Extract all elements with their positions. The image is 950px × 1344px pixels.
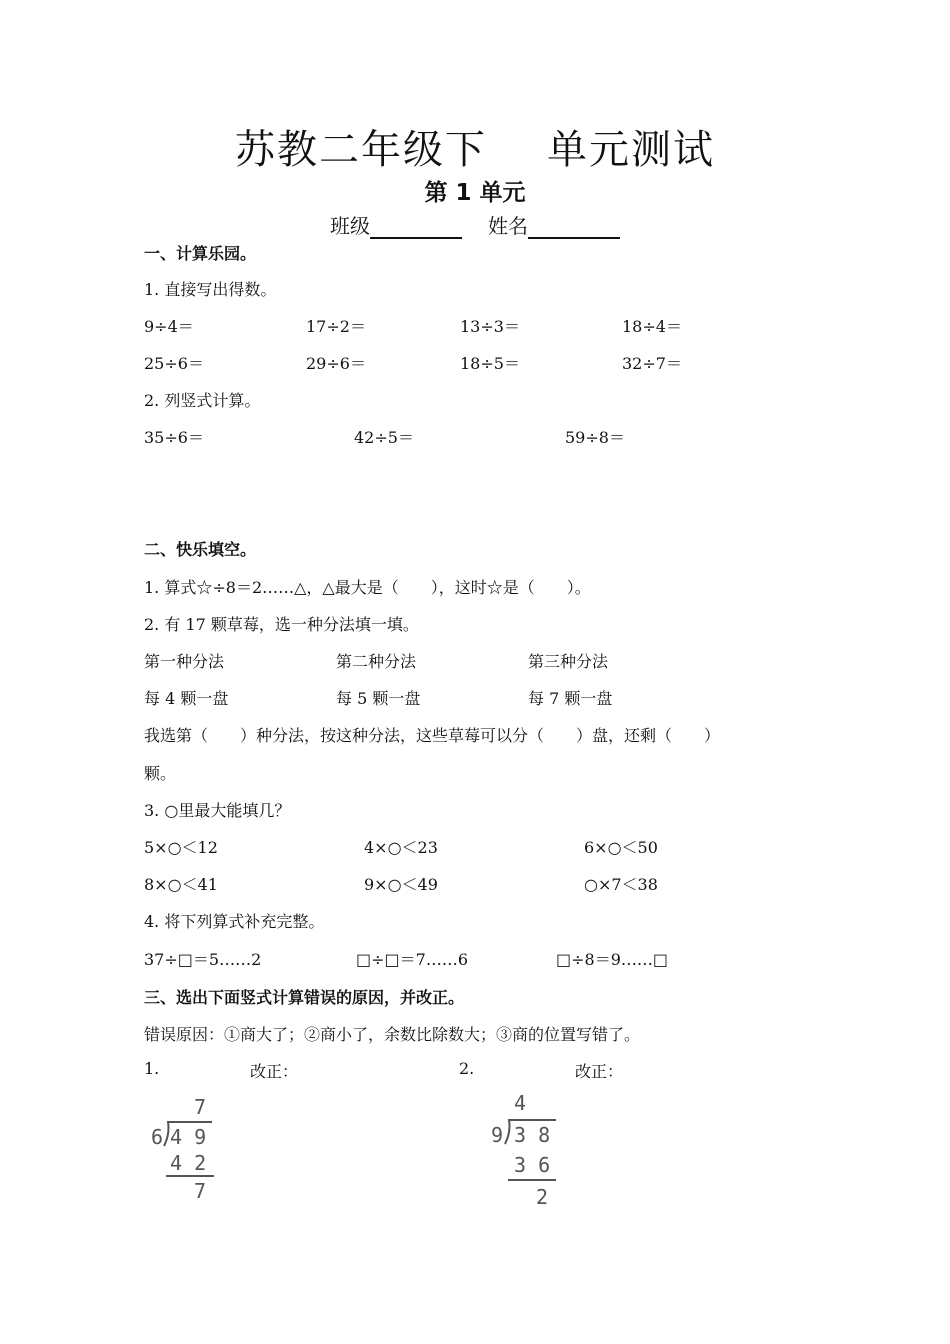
q1-item: 18÷4＝ bbox=[622, 317, 682, 336]
section1-heading: 一、计算乐园。 bbox=[144, 244, 257, 263]
ld1-product: 4 2 bbox=[170, 1151, 207, 1175]
item1-fix-label: 改正： bbox=[250, 1062, 299, 1081]
item2-fix-label: 改正： bbox=[575, 1062, 624, 1081]
name-label: 姓名 bbox=[488, 214, 528, 238]
q1-item: 9÷4＝ bbox=[144, 317, 194, 336]
q1-item: 17÷2＝ bbox=[306, 317, 366, 336]
long-division-1 bbox=[148, 1094, 228, 1206]
q3-item: 5×○＜12 bbox=[144, 838, 218, 857]
q3-item: 9×○＜49 bbox=[364, 875, 438, 894]
section2-heading: 二、快乐填空。 bbox=[144, 540, 257, 559]
q1-item: 18÷5＝ bbox=[460, 354, 520, 373]
title-right: 单元测试 bbox=[547, 127, 715, 173]
ld1-quotient: 7 bbox=[194, 1095, 207, 1119]
q4-item: □÷8＝9……□ bbox=[556, 950, 669, 969]
q4-item: 37÷□＝5……2 bbox=[144, 950, 262, 969]
section1-q1-label: 1. 直接写出得数。 bbox=[144, 280, 277, 299]
class-label: 班级 bbox=[330, 214, 370, 238]
error-reasons: 错误原因：①商大了；②商小了，余数比除数大；③商的位置写错了。 bbox=[144, 1025, 641, 1044]
q1-item: 13÷3＝ bbox=[460, 317, 520, 336]
q1-item: 32÷7＝ bbox=[622, 354, 682, 373]
item1-number: 1. bbox=[144, 1059, 160, 1078]
q4-item: □÷□＝7……6 bbox=[356, 950, 469, 969]
ld2-divisor: 9 bbox=[491, 1123, 504, 1147]
long-division-2 bbox=[488, 1090, 568, 1212]
class-name-row bbox=[0, 210, 950, 239]
section2-q3: 3. ○里最大能填几？ bbox=[144, 801, 291, 820]
section1-q2-label: 2. 列竖式计算。 bbox=[144, 391, 261, 410]
unit-label: 第 1 单元 bbox=[424, 180, 526, 206]
class-blank[interactable] bbox=[370, 217, 462, 239]
section2-q4: 4. 将下列算式补充完整。 bbox=[144, 912, 325, 931]
per-plate-label: 每 4 颗一盘 bbox=[144, 689, 229, 708]
q3-item: 4×○＜23 bbox=[364, 838, 438, 857]
q1-item: 25÷6＝ bbox=[144, 354, 204, 373]
q3-item: ○×7＜38 bbox=[584, 875, 658, 894]
q2-item: 35÷6＝ bbox=[144, 428, 204, 447]
choice-line-2: 颗。 bbox=[144, 764, 177, 783]
q2-item: 59÷8＝ bbox=[565, 428, 625, 447]
ld1-remainder: 7 bbox=[194, 1179, 207, 1203]
per-plate-label: 每 5 颗一盘 bbox=[336, 689, 421, 708]
choice-line-1: 我选第（ ）种分法，按这种分法，这些草莓可以分（ ）盘，还剩（ ） bbox=[144, 726, 721, 745]
per-plate-label: 每 7 颗一盘 bbox=[528, 689, 613, 708]
ld2-quotient: 4 bbox=[514, 1091, 527, 1115]
ld2-product: 3 6 bbox=[514, 1153, 551, 1177]
name-blank[interactable] bbox=[528, 217, 620, 239]
ld1-dividend: 4 9 bbox=[170, 1125, 207, 1149]
section2-q2: 2. 有 17 颗草莓，选一种分法填一填。 bbox=[144, 615, 419, 634]
method-label: 第三种分法 bbox=[528, 652, 609, 671]
ld2-dividend: 3 8 bbox=[514, 1123, 551, 1147]
section2-q1: 1. 算式☆÷8＝2……△，△最大是（ ），这时☆是（ ）。 bbox=[144, 578, 591, 597]
method-label: 第一种分法 bbox=[144, 652, 225, 671]
q3-item: 6×○＜50 bbox=[584, 838, 658, 857]
q3-item: 8×○＜41 bbox=[144, 875, 218, 894]
title-left: 苏教二年级下 bbox=[235, 127, 487, 173]
page-title bbox=[0, 118, 950, 175]
section3-heading: 三、选出下面竖式计算错误的原因，并改正。 bbox=[144, 988, 465, 1007]
q1-item: 29÷6＝ bbox=[306, 354, 366, 373]
ld1-divisor: 6 bbox=[151, 1125, 164, 1149]
q2-item: 42÷5＝ bbox=[354, 428, 414, 447]
method-label: 第二种分法 bbox=[336, 652, 417, 671]
item2-number: 2. bbox=[459, 1059, 475, 1078]
ld2-remainder: 2 bbox=[536, 1185, 549, 1209]
